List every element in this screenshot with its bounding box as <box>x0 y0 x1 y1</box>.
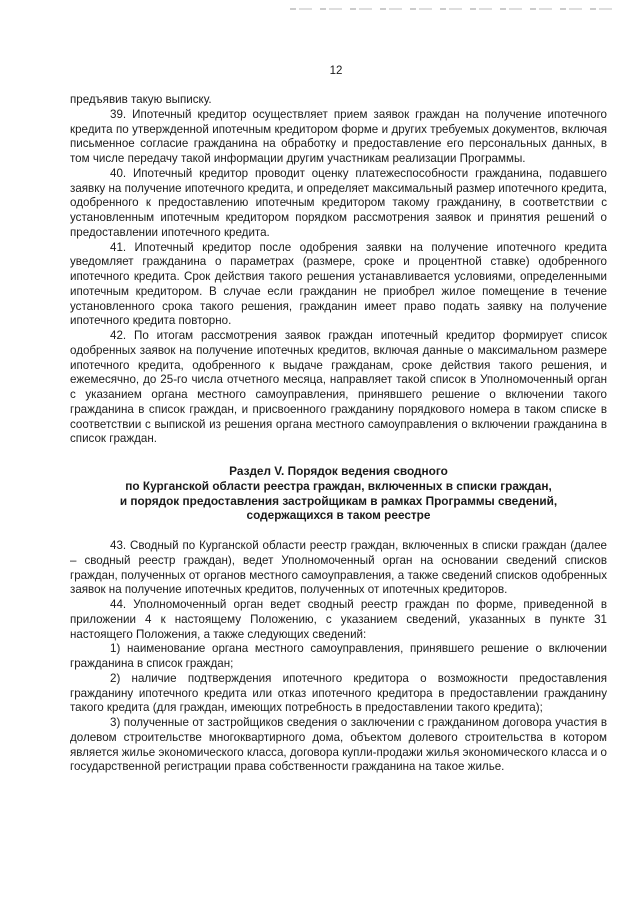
section-heading-line: по Курганской области реестра граждан, включенных в списки граждан, <box>125 478 552 493</box>
paragraph-cont: предъявив такую выписку. <box>70 93 212 106</box>
section-heading-line: Раздел V. Порядок ведения сводного <box>229 464 448 478</box>
paragraph-p44_2: 2) наличие подтверждения ипотечного кредитора о возможности предоставления гражданину ипотечного кредита или отказ ипотечного кредитора в предоставлении гражданину такого кредита (для граждан, имеющих потребность в предоставлении такого кредита); <box>70 671 607 715</box>
paragraph-p41: 41. Ипотечный кредитор после одобрения заявки на получение ипотечного кредита уведомляет гражданина о параметрах (размере, сроке и процентной ставке) одобренного ипотечного кредита. Срок действия такого решения устанавливается условиями, определенными ипотечным кредитором. В случае если гражданин не приобрел жилое помещение в течение установленного срока такого решения, гражданин имеет право подать заявку на получение ипотечного кредита повторно. <box>70 240 607 328</box>
paragraph-p43: 43. Сводный по Курганской области реестр граждан, включенных в списки граждан (далее – сводный реестр граждан), ведет Уполномоченный орган на основании сведений списков граждан, полученных от органов местного самоуправления, а также сведений списков одобренных заявок на получение ипотечных кредитов, полученных от ипотечных кредиторов. <box>70 539 607 597</box>
paragraph-p40: 40. Ипотечный кредитор проводит оценку платежеспособности гражданина, подавшего заявку на получение ипотечного кредита, и определяет максимальный размер ипотечного кредита, одобренного к предоставлению ипотечным кредитором такому гражданину, в соответствии с установленным ипотечным кредитором порядком рассмотрения заявок и принятия решений о предоставлении ипотечного кредита. <box>70 166 607 239</box>
page-number: 12 <box>329 65 343 77</box>
paragraph-p42: 42. По итогам рассмотрения заявок граждан ипотечный кредитор формирует список одобренных заявок на получение ипотечных кредитов, включая данные о максимальном размере ипотечного кредита, одобренного к выдаче гражданам, сроке действия такого решения, и ежемесячно, до 25-го числа отчетного месяца, направляет такой список в Уполномоченный орган с указанием органа местного самоуправления, принявшего решение о включении такого гражданина в список граждан, и присвоенного гражданину порядкового номера в таком списке в соответствии с выпиской из решения органа местного самоуправления о включении гражданина в список граждан. <box>70 329 607 446</box>
document-body <box>70 93 607 775</box>
section-heading <box>70 464 607 523</box>
paragraph-p44: 44. Уполномоченный орган ведет сводный реестр граждан по форме, приведенной в приложении 4 к настоящему Положению, с указанием сведений, указанных в пункте 31 настоящего Положения, а также следующих сведений: <box>70 598 607 641</box>
paragraphs-after-heading <box>70 539 607 775</box>
scan-artifact-line <box>290 8 620 10</box>
section-heading-line: содержащихся в таком реестре <box>246 508 431 523</box>
section-heading-line: и порядок предоставления застройщикам в рамках Программы сведений, <box>119 493 558 508</box>
paragraph-p44_3: 3) полученные от застройщиков сведения о заключении с гражданином договора участия в долевом строительстве многоквартирного дома, объектом долевого строительства в котором является жилье экономического класса, договора купли-продажи жилья экономического класса и о государственной регистрации права собственности гражданина на такое жилье. <box>70 716 607 774</box>
paragraph-p44_1: 1) наименование органа местного самоуправления, принявшего решение о включении гражданина в список граждан; <box>70 642 607 670</box>
paragraphs-before-heading <box>70 93 607 447</box>
paragraph-p39: 39. Ипотечный кредитор осуществляет прием заявок граждан на получение ипотечного кредита по утвержденной ипотечным кредитором форме и других требуемых документов, включая письменное согласие гражданина на обработку и предоставление его персональных данных, в том числе передачу такой информации другим участникам реализации Программы. <box>70 107 607 165</box>
